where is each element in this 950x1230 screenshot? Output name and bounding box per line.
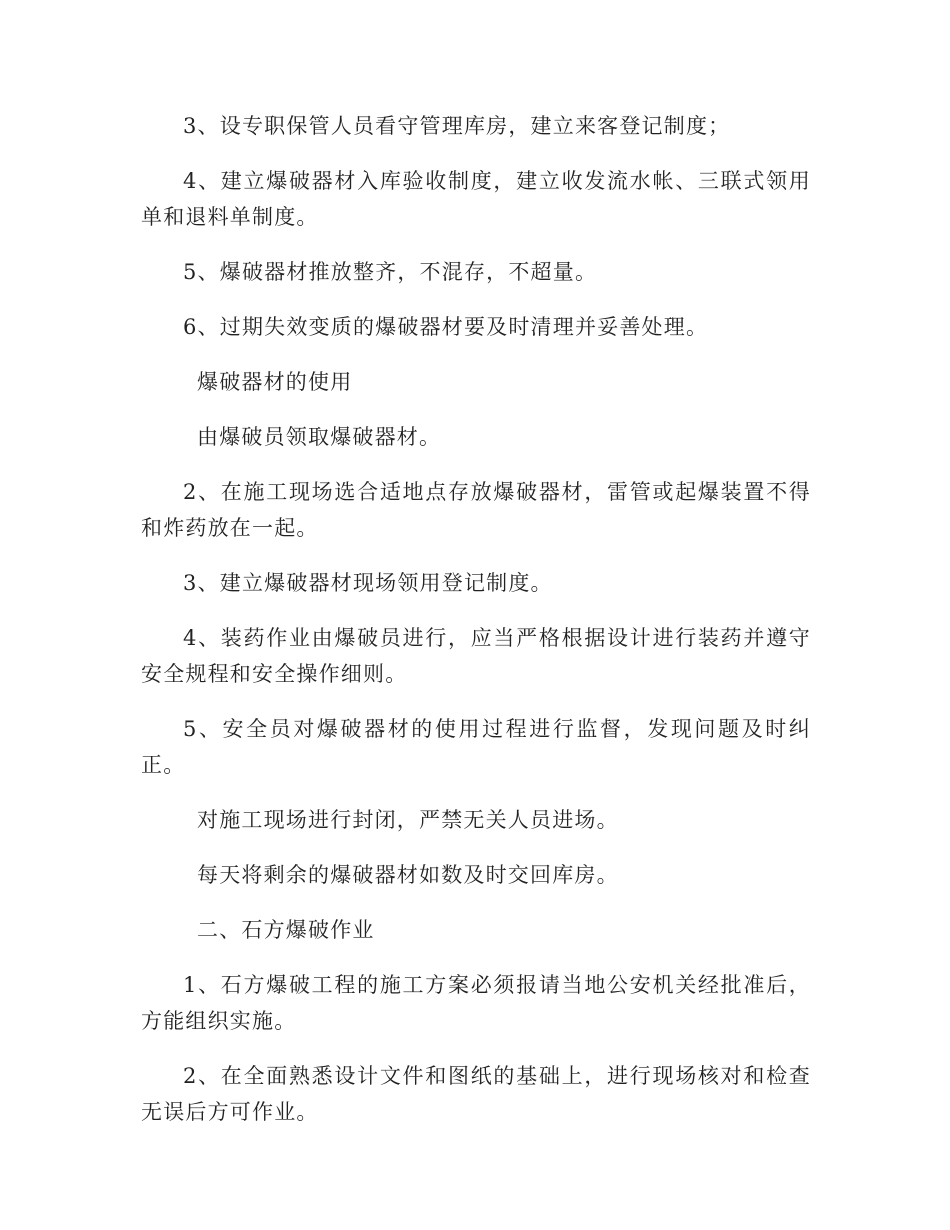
section-heading-usage: 爆破器材的使用: [197, 370, 353, 394]
paragraph-expired-materials: 6、过期失效变质的爆破器材要及时清理并妥善处理。: [183, 315, 709, 339]
paragraph-construction-plan: 1、石方爆破工程的施工方案必须报请当地公安机关经批准后，方能组织实施。: [141, 973, 811, 1033]
paragraph-safety-supervision: 5、安全员对爆破器材的使用过程进行监督，发现问题及时纠正。: [141, 717, 811, 777]
paragraph-site-closure: 对施工现场进行封闭，严禁无关人员进场。: [197, 808, 619, 832]
paragraph-site-storage: 2、在施工现场选合适地点存放爆破器材，雷管或起爆装置不得和炸药放在一起。: [141, 480, 811, 540]
paragraph-blaster-collects: 由爆破员领取爆破器材。: [197, 425, 442, 449]
section-heading-rock-blasting: 二、石方爆破作业: [197, 918, 375, 942]
paragraph-acceptance-system: 4、建立爆破器材入库验收制度，建立收发流水帐、三联式领用单和退料单制度。: [141, 169, 811, 229]
paragraph-stacking: 5、爆破器材推放整齐，不混存，不超量。: [183, 260, 598, 284]
paragraph-site-registration: 3、建立爆破器材现场领用登记制度。: [183, 571, 553, 595]
paragraph-charging-operation: 4、装药作业由爆破员进行，应当严格根据设计进行装药并遵守安全规程和安全操作细则。: [141, 626, 811, 686]
document-body: [141, 108, 811, 1149]
paragraph-site-verification: 2、在全面熟悉设计文件和图纸的基础上，进行现场核对和检查无误后方可作业。: [141, 1064, 811, 1124]
paragraph-daily-return: 每天将剩余的爆破器材如数及时交回库房。: [197, 863, 619, 887]
paragraph-storage-keeper: 3、设专职保管人员看守管理库房，建立来客登记制度；: [183, 114, 731, 138]
